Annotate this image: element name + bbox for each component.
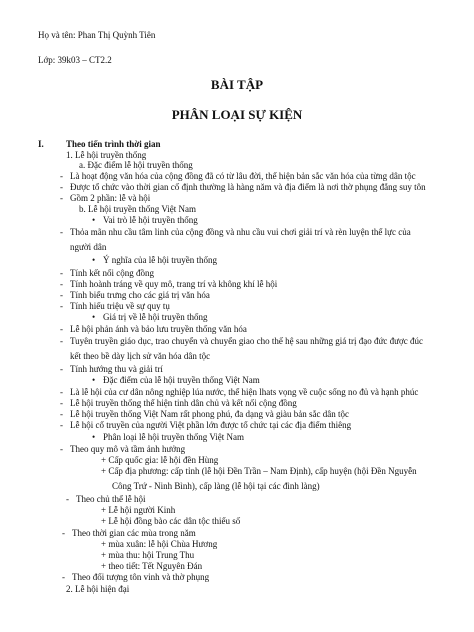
plus-item: + mùa thu: hội Trung Thu	[101, 550, 195, 560]
dash-marker: -	[60, 387, 63, 397]
body-line: Lễ hội cổ truyền của người Việt phần lớn được tổ chức tại các địa điểm thiêng	[70, 420, 352, 430]
dash-marker: -	[60, 420, 63, 430]
bullet-marker: •	[92, 312, 96, 322]
dash-marker: -	[60, 409, 63, 419]
body-line: Tính biểu trưng cho các giá trị văn hóa	[70, 290, 210, 300]
body-line: Được tổ chức vào thời gian cố định thường là hàng năm và địa điểm là nơi thờ phụng đẳng suy tôn	[70, 182, 426, 192]
body-line: Là hoạt động văn hóa của cộng đồng đã có từ lâu đời, thể hiện bản sắc văn hóa của từng dân tộc	[70, 171, 416, 181]
body-line-cont: kết theo bề dày lịch sử văn hóa dân tộc	[70, 351, 211, 361]
item-traditional-festival: 1. Lễ hội truyền thống	[66, 150, 147, 160]
dash-marker: -	[62, 572, 65, 582]
dash-marker: -	[60, 268, 63, 278]
plus-item: + mùa xuân: lễ hội Chùa Hương	[101, 539, 218, 549]
body-line: Theo chủ thể lễ hội	[76, 494, 146, 504]
dash-marker: -	[60, 364, 63, 374]
body-line: Là lễ hội của cư dân nông nghiệp lúa nước, thể hiện lhats vọng về cuộc sống no đủ và hạnh phúc	[70, 387, 419, 397]
body-line: Lễ hội truyền thống Việt Nam rất phong phú, đa dạng và giàu bản sắc dân tộc	[70, 409, 349, 419]
body-line-cont: người dân	[70, 242, 107, 252]
body-line: Tính hướng thu và giải trí	[70, 364, 163, 374]
body-line: Lễ hội truyền thống thể hiện tinh dân chủ và kết nối cộng đồng	[70, 398, 297, 408]
body-line: Tính hiếu triệu về sự quy tụ	[70, 301, 170, 311]
dash-marker: -	[60, 171, 63, 181]
dash-marker: -	[60, 336, 63, 346]
dash-marker: -	[60, 279, 63, 289]
bullet-meaning: Ý nghĩa của lễ hội truyền thống	[103, 255, 217, 265]
dash-marker: -	[60, 193, 63, 203]
item-modern-festival: 2. Lễ hội hiện đại	[66, 584, 130, 594]
plus-item: + Cấp quốc gia: lễ hội đền Hùng	[101, 455, 219, 465]
bullet-marker: •	[92, 215, 96, 225]
dash-marker: -	[66, 494, 69, 504]
subitem-characteristics: a. Đặc điểm lễ hội truyền thống	[79, 160, 193, 170]
dash-marker: -	[60, 301, 63, 311]
section-title: Theo tiến trình thời gian	[66, 139, 161, 149]
bullet-marker: •	[92, 432, 96, 442]
bullet-classification: Phân loại lễ hội truyền thống Việt Nam	[103, 432, 245, 442]
plus-item: + Lễ hội đồng bào các dân tộc thiểu số	[101, 516, 241, 526]
plus-item: + Cấp địa phương: cấp tỉnh (lễ hội Đền Trần – Nam Định), cấp huyện (hội Đền Nguyễn	[101, 466, 417, 476]
body-line: Theo quy mô và tầm ảnh hưởng	[70, 444, 186, 454]
bullet-marker: •	[92, 375, 96, 385]
plus-item: + Lễ hội người Kinh	[101, 505, 176, 515]
bullet-values: Giá trị về lễ hội truyền thống	[103, 312, 208, 322]
plus-item: + theo tiết: Tết Nguyên Đán	[101, 561, 203, 571]
document-title: BÀI TẬP	[210, 77, 264, 92]
body-line: Tính hoành tráng về quy mô, trang trí và không khí lễ hội	[70, 279, 278, 289]
body-line: Lễ hội phản ánh và bảo lưu truyền thống văn hóa	[70, 324, 247, 334]
subitem-vietnam-festival: b. Lễ hội truyền thống Việt Nam	[79, 204, 197, 214]
body-line: Tính kết nối cộng đồng	[70, 268, 154, 278]
plus-item-cont: Công Trứ - Ninh Bình), cấp làng (lễ hội tại các đình làng)	[112, 481, 320, 491]
dash-marker: -	[60, 444, 63, 454]
body-line: Gồm 2 phần: lễ và hội	[70, 193, 151, 203]
body-line: Theo thời gian các mùa trong năm	[72, 528, 196, 538]
dash-marker: -	[60, 227, 63, 237]
bullet-characteristics: Đặc điểm của lễ hội truyền thống Việt Nam	[103, 375, 260, 385]
dash-marker: -	[60, 290, 63, 300]
bullet-role: Vai trò lễ hội truyền thống	[103, 215, 198, 225]
body-line: Tuyên truyền giáo dục, trao chuyển và chuyển giao cho thế hệ sau những giá trị đạo đức được đúc	[70, 336, 423, 346]
dash-marker: -	[60, 324, 63, 334]
dash-marker: -	[60, 182, 63, 192]
student-name: Họ và tên: Phan Thị Quỳnh Tiên	[38, 30, 156, 40]
dash-marker: -	[62, 528, 65, 538]
student-class: Lớp: 39k03 – CT2.2	[38, 55, 112, 65]
document-subtitle: PHÂN LOẠI SỰ KIỆN	[171, 107, 303, 122]
bullet-marker: •	[92, 255, 96, 265]
section-number: I.	[38, 139, 44, 149]
body-line: Thỏa mãn nhu cầu tâm linh của cộng đồng và nhu cầu vui chơi giải trí và rèn luyện thể lực của	[70, 227, 411, 237]
dash-marker: -	[60, 398, 63, 408]
body-line: Theo đối tượng tôn vinh và thờ phụng	[72, 572, 210, 582]
